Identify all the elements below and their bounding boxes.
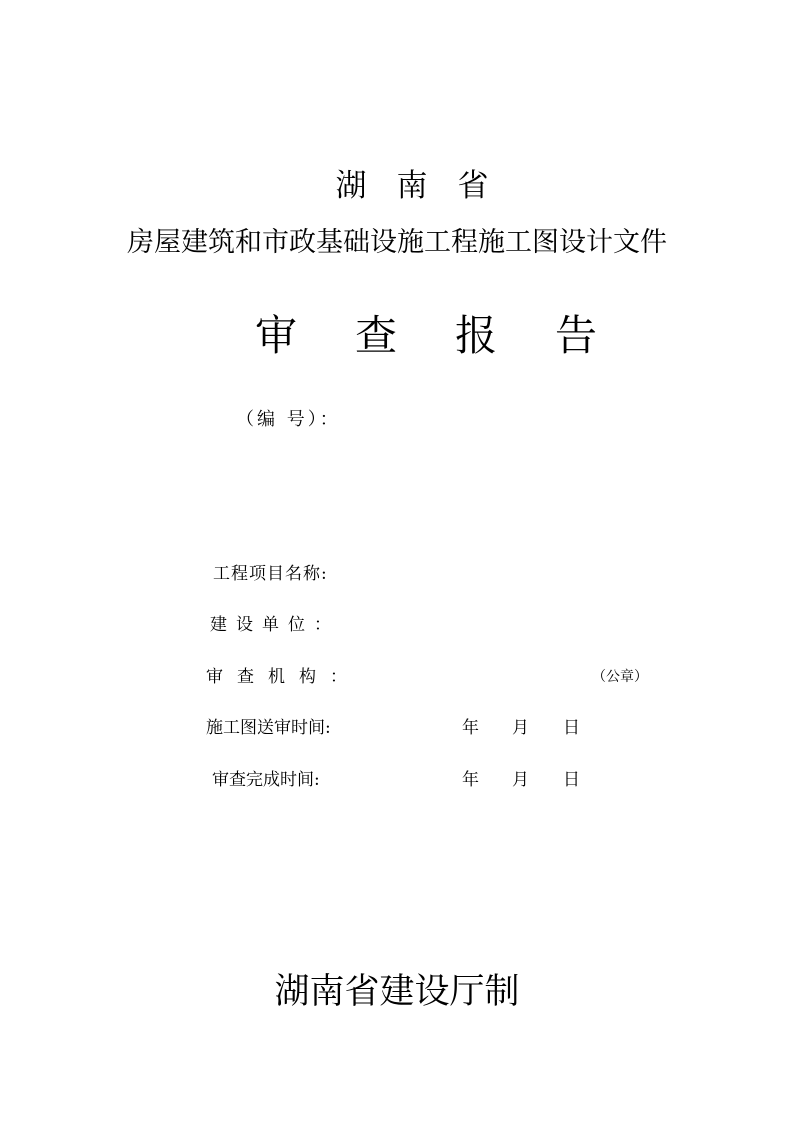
submission-year-unit: 年	[462, 718, 479, 738]
document-subtitle: 房屋建筑和市政基础设施工程施工图设计文件	[127, 227, 667, 258]
submission-day-unit: 日	[563, 718, 580, 738]
project-name-label: 工程项目名称:	[213, 564, 328, 584]
completion-year-unit: 年	[462, 770, 479, 790]
completion-day-unit: 日	[563, 770, 580, 790]
submission-time-label: 施工图送审时间:	[206, 718, 331, 738]
report-title: 审查报告	[254, 311, 655, 360]
construction-unit-label: 建设单位：	[210, 615, 340, 635]
completion-time-label: 审查完成时间:	[212, 770, 320, 790]
completion-month-unit: 月	[512, 770, 529, 790]
province-heading: 湖南省	[335, 168, 519, 204]
submission-month-unit: 月	[512, 718, 529, 738]
seal-note: （公章）	[592, 669, 648, 685]
issuer-footer: 湖南省建设厅制	[274, 972, 520, 1012]
review-agency-label: 审查机构：	[206, 667, 361, 687]
number-label: （编 号）：	[236, 409, 341, 430]
